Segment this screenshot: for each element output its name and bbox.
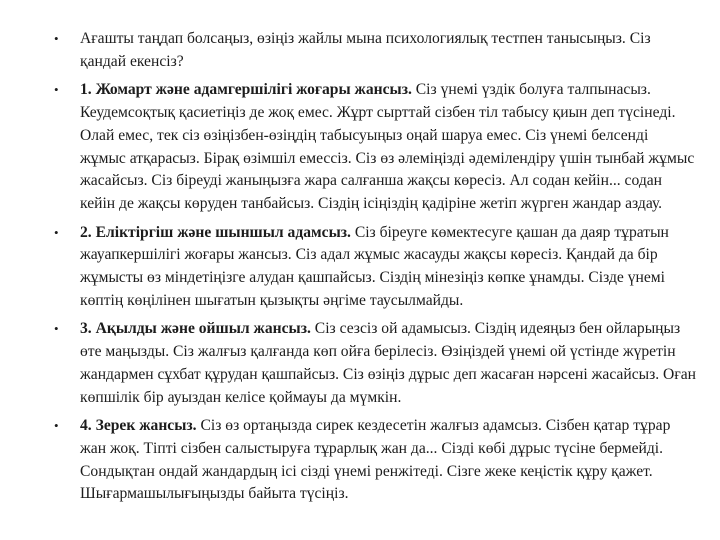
list-item-intro — [46, 28, 696, 73]
bullet-icon: • — [54, 321, 59, 337]
type-2-heading: 2. Еліктіргіш және шыншыл адамсыз. — [80, 223, 351, 241]
type-1-text: Сіз үнемі үздік болуға талпынасыз. Кеудемсоқтық қасиетіңіз де жоқ емес. Жұрт сырттай сізбен тіл табысу қиын деп түсінеді. Олай емес, тек сіз өзіңізбен-өзіңдің табысуыңыз оңай шаруа емес. Сіз үнемі белсенді жұмыс атқарасыз. Бірақ өзімшіл емессіз. Сіз өз әлеміңізді әдемілендіру үшін тынбай жұмыс жасайсыз. Сіз біреуді жаныңызға жара салғанша жақсы көресіз. Ал содан кейін... содан кейін де жақсы көруден танбайсыз. Сіздің ісіңіздің қадіріне жетіп жүрген жандар аздау. — [80, 81, 695, 212]
bullet-icon: • — [54, 224, 59, 240]
type-2-text: Сіз біреуге көмектесуге қашан да даяр тұратын жауапкершілігі жоғары жансыз. Сіз адал жұмыс жасауды жақсы көресіз. Қандай да бір жұмысты өз міндетіңізге алудан қашпайсыз. Сіздің мінезіңіз көпке ұнамды. Сізде үнемі көптің көңілінен шығатын қызықты әңгіме таусылмайды. — [80, 223, 669, 309]
type-4-text: Сіз өз ортаңызда сирек кездесетін жалғыз адамсыз. Сізбен қатар тұрар жан жоқ. Тіпті сізбен салыстыруға тұрарлық жан да... Сізді көбі дұрыс түсіне бермейді. Сондықтан ондай жандардың ісі сізді үнемі ренжітеді. Сізге жеке кеңістік құру қажет. Шығармашылығыңызды байыта түсіңіз. — [80, 417, 671, 503]
type-3-text: Сіз сезсіз ой адамысыз. Сіздің идеяңыз бен ойларыңыз өте маңызды. Сіз жалғыз қалғанда көп ойға берілесіз. Өзіңіздей үнемі ой үстінде жүретін жандармен сұхбат құрудан қашпайсыз. Сіз өзіңіз дұрыс деп жасаған нәрсені жасайсыз. Оған көпшілік бір ауыздан келісе қоймауы да мүмкін. — [80, 320, 696, 406]
bullet-list — [46, 28, 696, 512]
bullet-icon: • — [54, 418, 59, 434]
bullet-icon: • — [54, 31, 59, 46]
intro-text: Ағашты таңдап болсаңыз, өзіңіз жайлы мына психологиялық тестпен танысыңыз. Сіз қандай екенсіз? — [80, 30, 651, 70]
type-4-heading: 4. Зерек жансыз. — [80, 417, 197, 435]
type-1-heading: 1. Жомарт және адамгершілігі жоғары жансыз. — [80, 81, 412, 99]
list-item-type-4 — [46, 415, 696, 506]
bullet-icon: • — [54, 82, 59, 98]
list-item-type-1 — [46, 79, 696, 215]
list-item-type-2 — [46, 222, 696, 313]
type-3-heading: 3. Ақылды және ойшыл жансыз. — [80, 320, 311, 338]
list-item-type-3 — [46, 318, 696, 409]
